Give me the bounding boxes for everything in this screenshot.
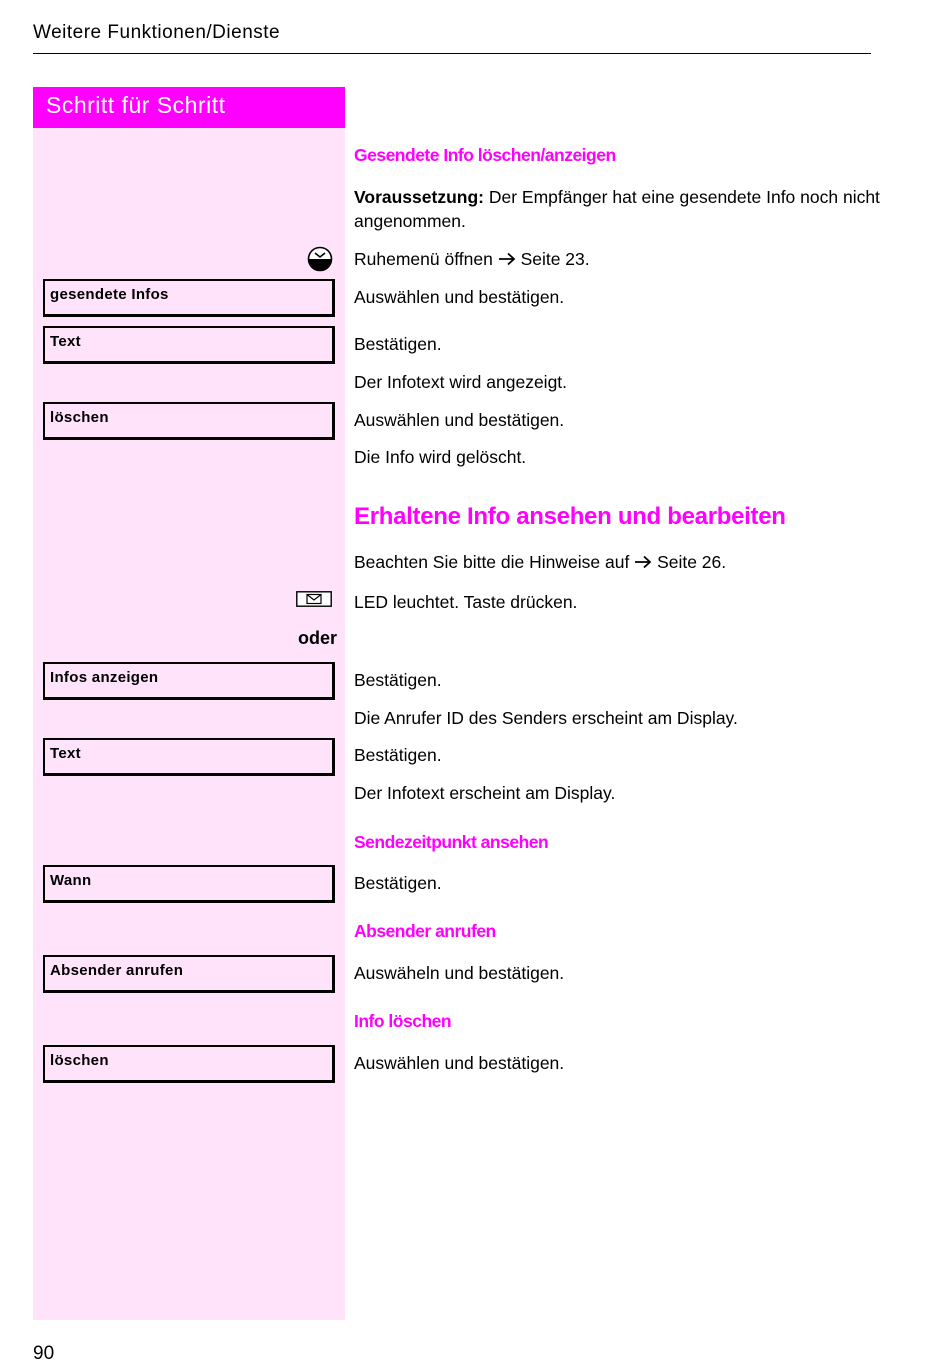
key-infos-anzeigen[interactable] — [43, 662, 335, 700]
message-key-icon — [296, 591, 332, 607]
voraussetzung-line — [354, 185, 880, 209]
key-gesendete-infos[interactable] — [43, 279, 335, 317]
key-label: Wann — [50, 872, 92, 889]
step-text: Bestätigen. — [354, 745, 442, 765]
hinweise-text: Beachten Sie bitte die Hinweise auf — [354, 552, 630, 572]
ruhemenu-text: Ruhemenü öffnen — [354, 249, 493, 269]
subsection-title: Info löschen — [354, 1011, 452, 1031]
key-label: Infos anzeigen — [50, 669, 159, 686]
step-text: Auswäheln und bestätigen. — [354, 963, 565, 983]
section-title: Gesendete Info löschen/anzeigen — [354, 145, 616, 165]
header-rule — [33, 53, 871, 54]
hinweise-line — [354, 550, 726, 574]
oder-label: oder — [298, 628, 338, 648]
section-heading: Erhaltene Info ansehen und bearbeiten — [354, 503, 786, 530]
step-column — [33, 87, 345, 1320]
step-text: Bestätigen. — [354, 670, 442, 690]
step-text: Die Anrufer ID des Senders erscheint am Display. — [354, 708, 738, 728]
key-label: gesendete Infos — [50, 286, 169, 303]
arrow-right-icon — [634, 555, 652, 569]
step-text: Auswählen und bestätigen. — [354, 287, 565, 307]
ruhemenu-line — [354, 247, 590, 271]
page-reference[interactable]: Seite 23. — [520, 249, 590, 269]
voraussetzung-text-cont: angenommen. — [354, 211, 466, 231]
step-text: Die Info wird gelöscht. — [354, 447, 527, 467]
key-label: löschen — [50, 409, 109, 426]
step-banner-title: Schritt für Schritt — [46, 92, 226, 118]
key-wann[interactable] — [43, 865, 335, 903]
key-label: Text — [50, 745, 81, 762]
key-text[interactable] — [43, 326, 335, 364]
header-title: Weitere Funktionen/Dienste — [33, 22, 281, 43]
page-reference[interactable]: Seite 26. — [657, 552, 727, 572]
subsection-title: Sendezeitpunkt ansehen — [354, 832, 549, 852]
step-text: Der Infotext erscheint am Display. — [354, 783, 616, 803]
menu-navigator-icon — [307, 246, 333, 272]
key-absender-anrufen[interactable] — [43, 955, 335, 993]
step-text: Bestätigen. — [354, 873, 442, 893]
step-text: Bestätigen. — [354, 334, 442, 354]
step-text: Auswählen und bestätigen. — [354, 410, 565, 430]
step-text: Der Infotext wird angezeigt. — [354, 372, 568, 392]
subsection-title: Absender anrufen — [354, 921, 496, 941]
key-loeschen[interactable] — [43, 402, 335, 440]
key-loeschen[interactable] — [43, 1045, 335, 1083]
key-label: löschen — [50, 1052, 109, 1069]
key-text[interactable] — [43, 738, 335, 776]
voraussetzung-label: Voraussetzung: — [354, 187, 484, 207]
step-text: Auswählen und bestätigen. — [354, 1053, 565, 1073]
key-label: Text — [50, 333, 81, 350]
arrow-right-icon — [498, 252, 516, 266]
voraussetzung-text: Der Empfänger hat eine gesendete Info noch nicht — [483, 187, 880, 207]
key-label: Absender anrufen — [50, 962, 184, 979]
page-number: 90 — [33, 1343, 55, 1364]
step-text: LED leuchtet. Taste drücken. — [354, 592, 578, 612]
